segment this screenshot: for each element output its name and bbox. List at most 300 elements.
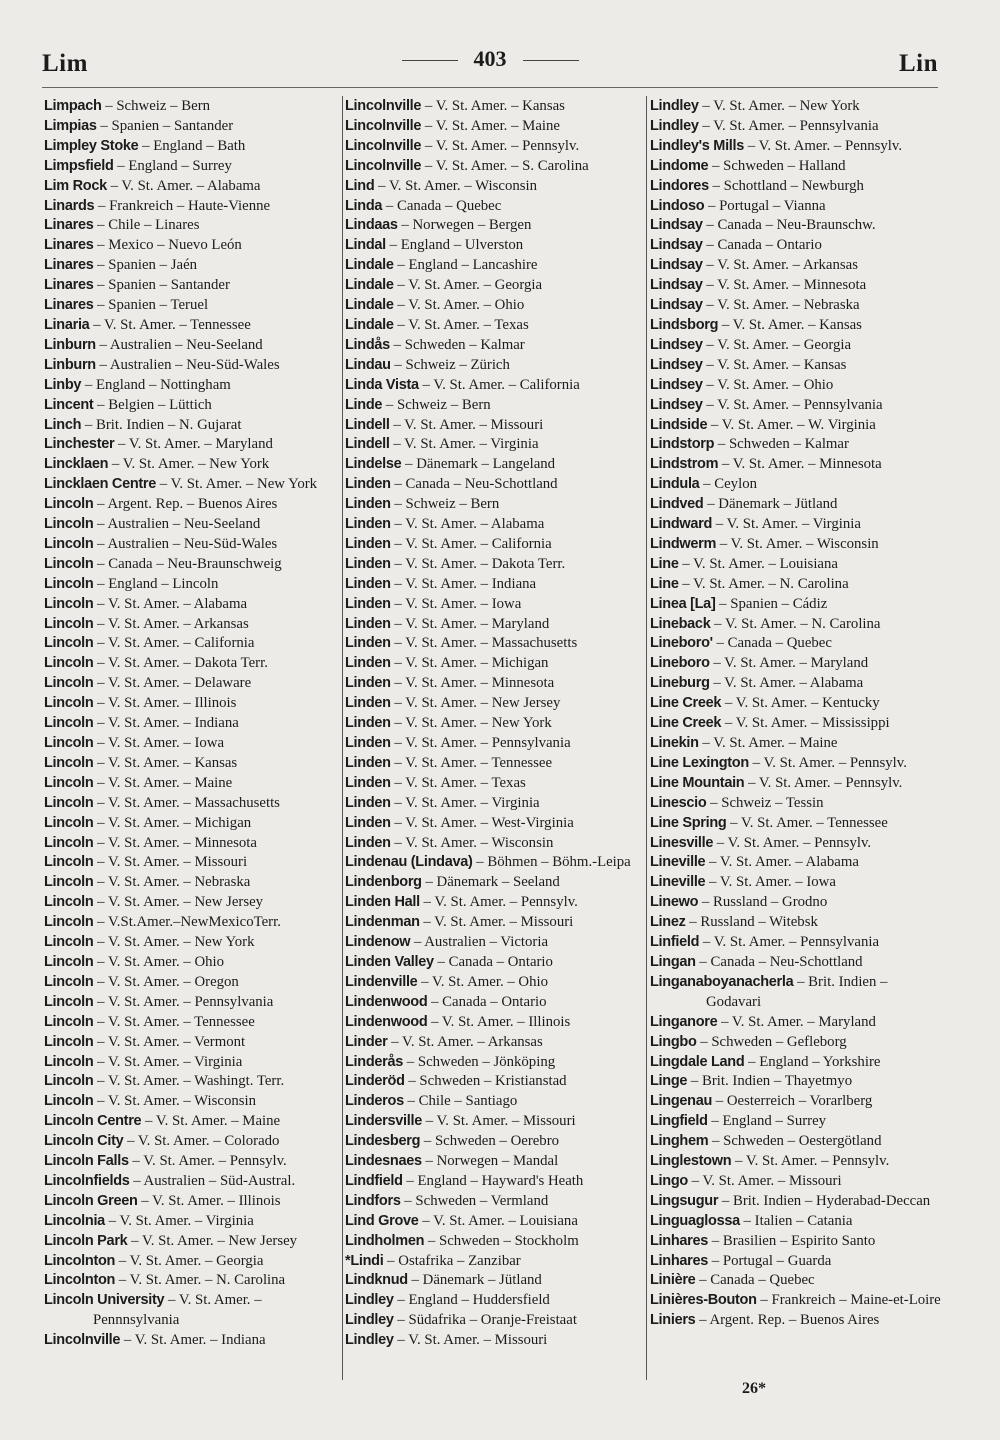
place-location: Schweden – Kristianstad — [419, 1073, 567, 1090]
gazetteer-entry — [345, 575, 643, 595]
gazetteer-entry — [650, 1112, 942, 1132]
entry-dash: – — [156, 476, 171, 493]
entry-dash: – — [390, 814, 406, 831]
place-name: Line Lexington — [650, 754, 749, 771]
right-running-head: Lin — [898, 50, 938, 77]
entry-dash: – — [101, 98, 117, 114]
place-location: Spanien – Teruel — [108, 297, 209, 314]
place-name: Linde — [345, 396, 383, 413]
gazetteer-entry — [44, 416, 338, 436]
entry-dash: – — [93, 615, 108, 632]
gazetteer-entry — [44, 256, 338, 276]
gazetteer-entry — [650, 734, 942, 754]
gazetteer-entry — [650, 674, 942, 694]
place-name: Lindale — [345, 277, 394, 294]
entry-dash: – — [687, 1073, 702, 1090]
gazetteer-entry — [650, 376, 942, 396]
place-location: England – Yorkshire — [759, 1053, 881, 1070]
place-name: Lincolnton — [44, 1272, 116, 1289]
entry-dash: – — [382, 396, 397, 413]
place-name: Lincolnville — [44, 1332, 121, 1349]
place-location: V. St. Amer. – Pennnsylvania — [93, 1292, 262, 1329]
place-name: Lindenow — [345, 934, 411, 951]
place-name: Lincolnville — [345, 137, 422, 154]
page-header — [42, 44, 938, 78]
gazetteer-entry — [44, 615, 338, 635]
place-name: Linfield — [650, 934, 700, 951]
gazetteer-entry — [345, 276, 643, 296]
place-location: V. St. Amer. – Massachusetts — [107, 794, 280, 811]
entry-dash: – — [699, 476, 715, 493]
gazetteer-entry — [44, 893, 338, 913]
place-location: England – Lancashire — [408, 257, 538, 274]
entry-dash: – — [696, 1033, 712, 1050]
gazetteer-entry — [650, 197, 942, 217]
place-name: Lindley — [345, 1312, 394, 1329]
place-location: V. St. Amer. – Pennsylvania — [713, 934, 880, 951]
place-name: Linghem — [650, 1133, 709, 1150]
entry-dash: – — [93, 1013, 108, 1030]
entry-dash: – — [128, 1153, 144, 1170]
entry-dash: – — [748, 754, 764, 771]
place-location: V. St. Amer. – New York — [405, 715, 552, 732]
place-location: V.St.Amer.–NewMexicoTerr. — [107, 914, 281, 931]
place-location: Chile – Linares — [108, 217, 200, 234]
entry-dash: – — [93, 575, 109, 592]
place-name: Lindale — [345, 297, 394, 314]
entry-dash: – — [390, 535, 406, 552]
place-name: Linganore — [650, 1013, 718, 1030]
place-name: Lincoln — [44, 854, 94, 871]
gazetteer-entry — [44, 435, 338, 455]
entry-dash: – — [718, 316, 733, 333]
place-location: Canada – Neu-Braunschw. — [717, 217, 876, 234]
gazetteer-entry — [345, 774, 643, 794]
place-location: V. St. Amer. – Maine — [713, 735, 838, 751]
place-location: V. St. Amer. – N. Carolina — [129, 1272, 286, 1289]
gazetteer-entry — [650, 1271, 942, 1291]
place-location: V. St. Amer. – Missouri — [404, 416, 544, 433]
entry-dash: – — [717, 1013, 732, 1030]
place-name: Lindholmen — [345, 1232, 425, 1249]
gazetteer-entry — [650, 1232, 942, 1252]
entry-dash: – — [714, 436, 729, 453]
gazetteer-entry — [345, 137, 643, 157]
place-location: V. St. Amer. – Nebraska — [107, 874, 251, 891]
entry-dash: – — [93, 934, 108, 951]
place-location: V. St. Amer. – New York — [713, 98, 860, 114]
place-name: Linewo — [650, 894, 699, 911]
gazetteer-entry — [345, 336, 643, 356]
place-name: Linescio — [650, 794, 707, 811]
gazetteer-entry — [650, 1033, 942, 1053]
place-location: Australien – Süd-Austral. — [143, 1172, 296, 1189]
place-location: V. St. Amer. – Virginia — [405, 794, 540, 811]
place-name: Lindsay — [650, 237, 703, 254]
place-name: Limpias — [44, 117, 97, 134]
entry-dash: – — [713, 834, 728, 851]
place-location: Böhmen – Böhm.-Leipa — [487, 854, 631, 871]
place-name: Lindley — [345, 1332, 394, 1349]
place-name: Linden — [345, 635, 391, 652]
place-location: Canada – Neu-Braunschweig — [108, 555, 282, 572]
entry-dash: – — [390, 356, 406, 373]
gazetteer-entry — [650, 117, 942, 137]
place-name: Linburn — [44, 356, 96, 373]
place-name: Lingdale Land — [650, 1053, 745, 1070]
entry-dash: – — [421, 98, 436, 114]
place-name: Lingfield — [650, 1113, 708, 1130]
gazetteer-entry — [345, 1072, 643, 1092]
place-name: Linière — [650, 1272, 696, 1289]
gazetteer-entry — [650, 834, 942, 854]
place-name: Lincoln — [44, 1013, 94, 1030]
gazetteer-entry — [650, 654, 942, 674]
place-location: Schweden – Kalmar — [404, 336, 525, 353]
entry-dash: – — [698, 98, 714, 114]
place-location: England – Bath — [153, 137, 246, 154]
entry-dash: – — [93, 993, 108, 1010]
gazetteer-entry — [345, 1033, 643, 1053]
gazetteer-entry — [44, 595, 338, 615]
gazetteer-entry — [650, 575, 942, 595]
entry-dash: – — [702, 336, 718, 353]
entry-dash: – — [93, 774, 108, 791]
gazetteer-entry — [345, 117, 643, 137]
place-name: Lincoln Park — [44, 1232, 128, 1249]
place-location: V. St. Amer. – California — [433, 376, 580, 393]
place-location: V. St. Amer. – N. Carolina — [725, 615, 881, 632]
place-location: V. St. Amer. – Missouri — [434, 914, 574, 931]
place-name: Lincoln — [44, 575, 94, 592]
place-name: Linden — [345, 814, 391, 831]
gazetteer-entry — [44, 177, 338, 197]
place-location: Schweiz – Bern — [405, 496, 500, 513]
entry-dash: – — [390, 615, 406, 632]
gazetteer-entry — [44, 216, 338, 236]
gazetteer-entry — [44, 1291, 338, 1331]
entry-dash: – — [93, 1033, 108, 1050]
place-location: Frankreich – Maine-et-Loire — [771, 1292, 941, 1309]
entry-dash: – — [390, 595, 406, 612]
place-location: V. St. Amer. – Virginia — [107, 1053, 243, 1070]
gazetteer-entry — [345, 953, 643, 973]
entry-dash: – — [164, 1292, 179, 1309]
entry-dash: – — [113, 157, 129, 174]
gazetteer-entry — [650, 435, 942, 455]
place-name: Lincoln — [44, 675, 94, 692]
gazetteer-entry — [44, 475, 338, 495]
entry-dash: – — [699, 934, 714, 951]
place-location: Brasilien – Espirito Santo — [722, 1232, 876, 1249]
gazetteer-entry — [44, 455, 338, 475]
place-name: Lind — [345, 177, 375, 194]
entry-dash: – — [93, 874, 108, 891]
place-location: V. St. Amer. – Kansas — [107, 754, 238, 771]
entry-dash: – — [93, 735, 108, 751]
place-name: Linden — [345, 834, 391, 851]
place-location: V. St. Amer. – Wisconsin — [107, 1093, 257, 1110]
entry-dash: – — [115, 1272, 130, 1289]
place-name: Lincoln — [44, 894, 94, 911]
place-name: Linden — [345, 595, 391, 612]
place-name: Lincoln — [44, 934, 94, 951]
place-location: Schweden – Stockholm — [438, 1232, 579, 1249]
place-location: V. St. Amer. – Georgia — [717, 336, 852, 353]
gazetteer-entry — [650, 694, 942, 714]
entry-dash: – — [419, 914, 435, 931]
place-location: England – Hayward's Heath — [417, 1172, 584, 1189]
entry-dash: – — [721, 715, 736, 732]
place-location: Norwegen – Mandal — [436, 1153, 559, 1170]
place-location: V. St. Amer. – Massachusetts — [405, 635, 578, 652]
entry-dash: – — [93, 595, 108, 612]
place-location: V. St. Amer. – Pennsylv. — [727, 834, 872, 851]
place-name: Linda Vista — [345, 376, 419, 393]
place-location: V. St. Amer. – Pennsylvania — [713, 117, 879, 134]
place-location: Canada – Ontario — [717, 237, 822, 254]
place-location: V. St. Amer. – New Jersey — [107, 894, 264, 911]
gazetteer-entry — [345, 535, 643, 555]
place-name: Lindsay — [650, 277, 703, 294]
entry-dash: – — [93, 1053, 108, 1070]
place-name: Linières-Bouton — [650, 1292, 757, 1309]
entry-dash: – — [390, 754, 406, 771]
entry-dash: – — [390, 834, 406, 851]
place-name: Lincklaen Centre — [44, 476, 157, 493]
place-location: Belgien – Lüttich — [108, 396, 212, 413]
gazetteer-entry — [345, 1271, 643, 1291]
place-location: Spanien – Santander — [108, 277, 230, 294]
place-location: Frankreich – Haute-Vienne — [109, 197, 271, 214]
entry-dash: – — [702, 237, 718, 254]
gazetteer-entry — [44, 1013, 338, 1033]
place-location: Canada – Neu-Schottland — [405, 476, 558, 493]
place-location: Spanien – Cádiz — [730, 595, 828, 612]
place-name: Linhares — [650, 1252, 709, 1269]
gazetteer-entry — [345, 216, 643, 236]
page-number: 403 — [42, 46, 938, 72]
place-location: Oesterreich – Vorarlberg — [726, 1093, 873, 1110]
place-location: V. St. Amer. – Minnesota — [107, 834, 257, 851]
place-location: V. St. Amer. – Arkansas — [717, 257, 858, 274]
entry-dash: – — [93, 1073, 108, 1090]
place-location: V. St. Amer. – New Jersey — [141, 1232, 298, 1249]
gazetteer-entry — [650, 177, 942, 197]
place-name: Lincoln — [44, 1033, 94, 1050]
place-location: V. St. Amer. – Indiana — [134, 1332, 266, 1349]
place-location: V. St. Amer. – Missouri — [702, 1172, 842, 1189]
gazetteer-entry — [650, 1072, 942, 1092]
gazetteer-entry — [650, 336, 942, 356]
gazetteer-entry — [44, 1271, 338, 1291]
entry-dash: – — [106, 177, 122, 194]
entry-dash: – — [93, 715, 108, 732]
gazetteer-entry — [44, 1331, 338, 1351]
place-name: Lincolnville — [345, 98, 422, 114]
place-location: V. St. Amer. – Pennsylv. — [434, 894, 578, 911]
place-name: Lincent — [44, 396, 94, 413]
place-location: Mexico – Nuevo León — [108, 237, 242, 254]
place-name: Lincoln — [44, 535, 94, 552]
entry-dash: – — [89, 316, 104, 333]
entry-dash: – — [374, 177, 389, 194]
gazetteer-entry — [44, 117, 338, 137]
entry-dash: – — [95, 336, 110, 353]
place-name: Lindstrom — [650, 456, 719, 473]
place-location: V. St. Amer. – N. Carolina — [693, 575, 849, 592]
place-name: Linden — [345, 695, 391, 712]
place-name: Linden — [345, 575, 391, 592]
place-location: V. St. Amer. – Illinois — [152, 1192, 281, 1209]
entry-dash: – — [716, 535, 731, 552]
entry-dash: – — [137, 1192, 153, 1209]
gazetteer-entry — [345, 893, 643, 913]
entry-dash: – — [702, 257, 718, 274]
entry-dash: – — [95, 356, 110, 373]
entry-dash: – — [81, 416, 96, 433]
gazetteer-column-1 — [44, 97, 338, 1351]
gazetteer-entry — [650, 1172, 942, 1192]
gazetteer-entry — [44, 973, 338, 993]
place-location: V. St. Amer. – Pennsylv. — [758, 774, 903, 791]
gazetteer-entry — [345, 973, 643, 993]
gazetteer-entry — [650, 1132, 942, 1152]
gazetteer-entry — [345, 853, 643, 873]
place-name: Lincoln — [44, 814, 94, 831]
place-name: Linden — [345, 735, 391, 751]
gazetteer-entry — [44, 734, 338, 754]
place-name: Lincoln Centre — [44, 1113, 142, 1130]
place-location: V. St. Amer. – Alabama — [719, 854, 859, 871]
entry-dash: – — [390, 695, 406, 712]
entry-dash: – — [433, 953, 449, 970]
place-name: Linea [La] — [650, 595, 716, 612]
entry-dash: – — [93, 257, 109, 274]
entry-dash: – — [93, 953, 108, 970]
entry-dash: – — [393, 257, 409, 274]
place-location: V. St. Amer. – Colorado — [137, 1133, 280, 1150]
left-running-head: Lim — [42, 50, 88, 77]
place-location: V. St. Amer. – Pennsylv. — [435, 137, 580, 154]
place-name: Lincoln City — [44, 1133, 124, 1150]
gazetteer-entry — [650, 933, 942, 953]
place-name: Linge — [650, 1073, 688, 1090]
place-location: V. St. Amer. – California — [405, 535, 552, 552]
gazetteer-entry — [345, 794, 643, 814]
place-location: Argent. Rep. – Buenos Aires — [107, 496, 278, 513]
gazetteer-entry — [345, 1053, 643, 1073]
place-name: Line Creek — [650, 695, 722, 712]
gazetteer-entry — [44, 575, 338, 595]
place-location: Dänemark – Jütland — [422, 1272, 542, 1289]
entry-dash: – — [726, 814, 741, 831]
gazetteer-entry — [44, 1252, 338, 1272]
place-location: V. St. Amer. – Ohio — [717, 376, 834, 393]
gazetteer-entry — [650, 1252, 942, 1272]
place-location: Ceylon — [714, 476, 757, 493]
place-location: V. St. Amer. – W. Virginia — [721, 416, 876, 433]
place-name: Lincoln — [44, 874, 94, 891]
place-name: Lingsugur — [650, 1192, 719, 1209]
place-location: Schweden – Jönköping — [417, 1053, 556, 1070]
entry-dash: – — [93, 1093, 108, 1110]
gazetteer-entry — [44, 236, 338, 256]
place-location: V. St. Amer. – Vermont — [107, 1033, 246, 1050]
gazetteer-entry — [44, 356, 338, 376]
entry-dash: – — [421, 157, 436, 174]
entry-dash: – — [81, 376, 96, 393]
place-location: V. St. Amer. – Illinois — [107, 695, 237, 712]
place-location: V. St. Amer. – Kansas — [732, 316, 862, 333]
gazetteer-entry — [650, 634, 942, 654]
place-location: England – Surrey — [128, 157, 232, 174]
place-location: England – Huddersfield — [408, 1292, 550, 1309]
entry-dash: – — [390, 516, 406, 533]
gazetteer-entry — [650, 1192, 942, 1212]
gazetteer-entry — [44, 853, 338, 873]
gazetteer-entry — [345, 296, 643, 316]
gazetteer-entry — [44, 834, 338, 854]
place-name: Linguaglossa — [650, 1212, 740, 1229]
place-name: Linden — [345, 535, 391, 552]
entry-dash: – — [138, 137, 154, 154]
gazetteer-entry — [650, 137, 942, 157]
gazetteer-entry — [650, 814, 942, 834]
place-location: V. St. Amer. – Iowa — [719, 874, 836, 891]
place-location: Russland – Witebsk — [700, 914, 818, 931]
gazetteer-entry — [345, 1013, 643, 1033]
gazetteer-entry — [650, 595, 942, 615]
place-name: Lincoln — [44, 715, 94, 732]
gazetteer-entry — [44, 1232, 338, 1252]
place-location: England – Surrey — [722, 1113, 827, 1130]
place-name: Linden — [345, 715, 391, 732]
entry-dash: – — [141, 1113, 156, 1130]
place-location: England – Ulverston — [400, 237, 524, 254]
place-name: Linez — [650, 914, 686, 931]
place-name: Lincoln — [44, 516, 94, 533]
place-location: Canada – Neu-Schottland — [710, 953, 863, 970]
place-name: Lindsey — [650, 356, 703, 373]
place-location: Spanien – Jaén — [108, 257, 198, 274]
entry-dash: – — [397, 217, 413, 234]
place-location: Canada – Ontario — [442, 993, 547, 1010]
place-location: Schweden – Kalmar — [728, 436, 849, 453]
place-location: V. St. Amer. – Dakota Terr. — [405, 555, 566, 572]
place-name: Line — [650, 575, 679, 592]
gazetteer-entry — [44, 654, 338, 674]
place-name: Lindley — [345, 1292, 394, 1309]
place-name: Lineboro' — [650, 635, 713, 652]
gazetteer-entry — [44, 396, 338, 416]
gazetteer-entry — [345, 634, 643, 654]
entry-dash: – — [706, 794, 722, 811]
gazetteer-entry — [650, 455, 942, 475]
gazetteer-entry — [650, 1013, 942, 1033]
place-location: V. St. Amer. – Alabama — [724, 675, 864, 692]
place-name: Lindesberg — [345, 1133, 421, 1150]
gazetteer-entry — [44, 1092, 338, 1112]
entry-dash: – — [390, 774, 406, 791]
gazetteer-entry — [345, 1232, 643, 1252]
place-location: V. St. Amer. – Virginia — [726, 516, 861, 533]
entry-dash: – — [390, 655, 406, 672]
gazetteer-entry — [650, 714, 942, 734]
place-name: Lindås — [345, 336, 390, 353]
place-location: Australien – Neu-Seeland — [109, 336, 263, 353]
place-name: Lingbo — [650, 1033, 697, 1050]
